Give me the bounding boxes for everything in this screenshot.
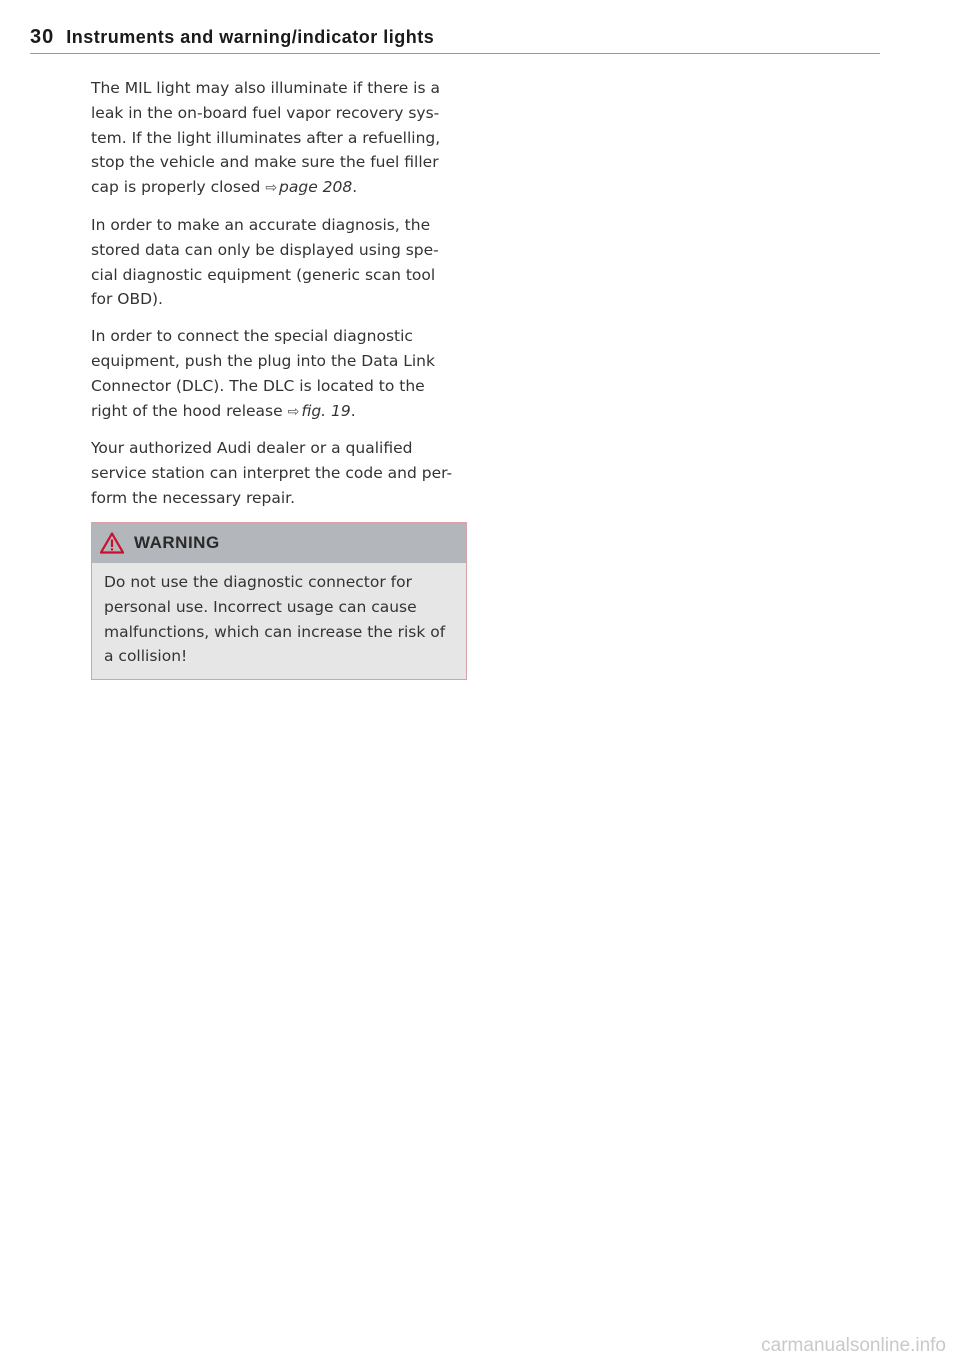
figure-reference-link[interactable]: fig. 19 <box>301 401 351 420</box>
paragraph-end: . <box>350 401 356 420</box>
paragraph-text: The MIL light may also illuminate if there is a leak in the on-board fuel vapor recovery sys- tem. If the light illuminates after a refuelling, stop the vehicle and make sure the fuel filler cap is properly closed <box>91 79 441 197</box>
body-text-column <box>91 76 471 523</box>
paragraph-connect <box>91 324 461 424</box>
warning-box <box>91 522 467 680</box>
paragraph-mil-leak <box>91 76 459 201</box>
paragraph-text: In order to connect the special diagnostic equipment, push the plug into the Data Link Connector (DLC). The DLC is located to the right of the hood release <box>91 327 435 420</box>
header-divider <box>30 53 880 54</box>
warning-header <box>92 523 466 563</box>
section-title: Instruments and warning/indicator lights <box>66 27 435 47</box>
warning-title: WARNING <box>134 533 220 552</box>
warning-triangle-icon <box>100 532 124 554</box>
watermark: carmanualsonline.info <box>761 1335 946 1356</box>
arrow-right-icon: ⇨ <box>287 403 300 420</box>
paragraph-dealer: Your authorized Audi dealer or a qualified service station can interpret the code and per- form the necessary repair. <box>91 439 453 507</box>
paragraph-end: . <box>352 178 358 197</box>
paragraph-diagnosis: In order to make an accurate diagnosis, the stored data can only be displayed using spe- cial diagnostic equipment (generic scan tool for OBD). <box>91 215 439 309</box>
warning-text: Do not use the diagnostic connector for personal use. Incorrect usage can cause malfunctions, which can increase the risk of a collision! <box>104 573 446 666</box>
arrow-right-icon: ⇨ <box>265 180 278 197</box>
page-number: 30 <box>30 26 55 48</box>
page-header <box>30 26 880 54</box>
page-reference-link[interactable]: page 208 <box>279 178 353 197</box>
